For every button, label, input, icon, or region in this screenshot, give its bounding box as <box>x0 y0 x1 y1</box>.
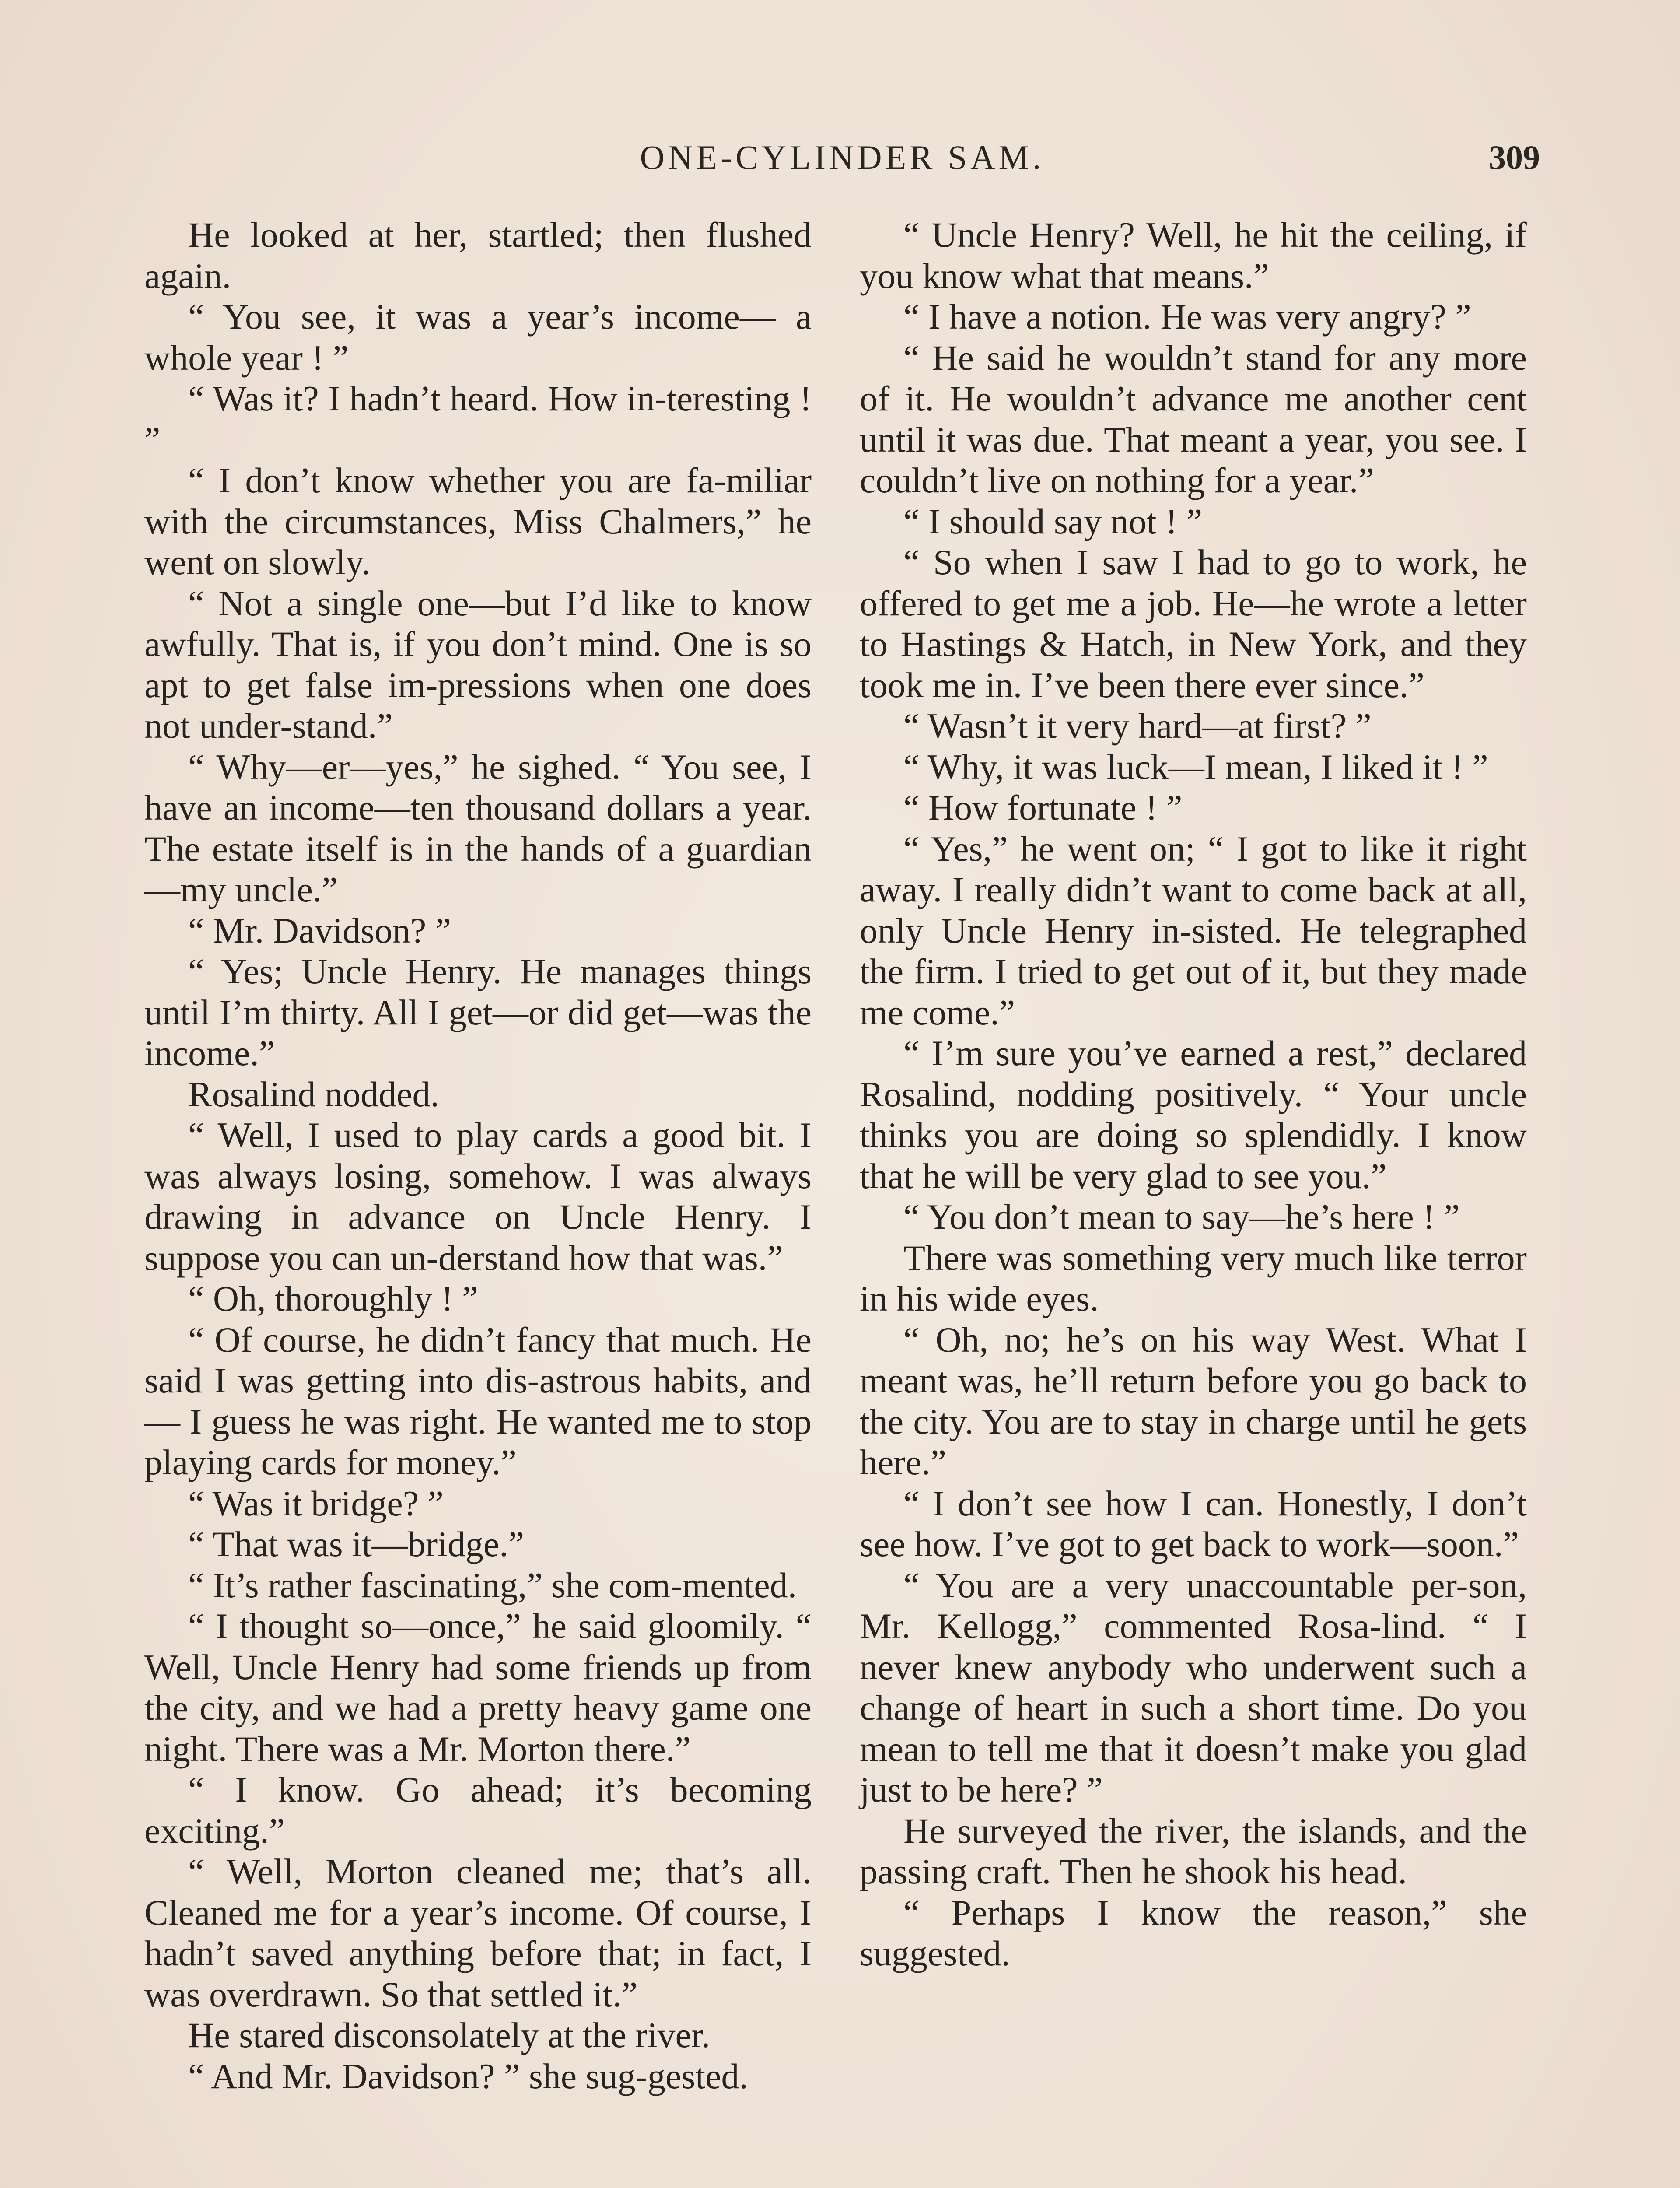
paragraph: He surveyed the river, the islands, and the passing craft. Then he shook his head. <box>860 1810 1527 1891</box>
paragraph: “ I thought so—once,” he said gloomily. “ Well, Uncle Henry had some friends up from the city, and we had a pretty heavy game one night. There was a Mr. Morton there.” <box>144 1606 812 1769</box>
left-text-column <box>144 214 812 2097</box>
paragraph: “ I have a notion. He was very angry? ” <box>903 297 1471 337</box>
running-title: ONE-CYLINDER SAM. <box>640 138 1045 176</box>
paragraph: “ I should say not ! ” <box>903 501 1203 541</box>
paragraph: “ It’s rather fascinating,” she com-mented. <box>188 1565 797 1605</box>
paragraph: “ Why, it was luck—I mean, I liked it ! ” <box>903 747 1488 787</box>
paragraph: “ Yes; Uncle Henry. He manages things until I’m thirty. All I get—or did get—was the income.” <box>144 951 812 1073</box>
paragraph: “ Perhaps I know the reason,” she suggested. <box>860 1892 1527 1973</box>
paragraph: “ He said he wouldn’t stand for any more of it. He wouldn’t advance me another cent until it was due. That meant a year, you see. I couldn’t live on nothing for a year.” <box>860 337 1527 500</box>
paragraph: “ I don’t see how I can. Honestly, I don’t see how. I’ve got to get back to work—soon.” <box>860 1483 1527 1564</box>
paragraph: “ I’m sure you’ve earned a rest,” declared Rosalind, nodding positively. “ Your uncle thinks you are doing so splendidly. I know that he will be very glad to see you.” <box>860 1033 1527 1196</box>
paragraph: “ Uncle Henry? Well, he hit the ceiling, if you know what that means.” <box>860 215 1527 296</box>
paragraph: He stared disconsolately at the river. <box>188 2015 710 2055</box>
page-number: 309 <box>1489 138 1540 176</box>
page-header <box>144 131 1540 193</box>
paragraph: “ You are a very unaccountable per-son, Mr. Kellogg,” commented Rosa-lind. “ I never knew anybody who underwent such a change of heart in such a short time. Do you mean to tell me that it doesn’t make you glad just to be here? ” <box>860 1565 1527 1809</box>
paragraph: “ Wasn’t it very hard—at first? ” <box>903 706 1372 746</box>
paragraph: “ Oh, thoroughly ! ” <box>188 1279 478 1318</box>
paragraph: “ Was it? I hadn’t heard. How in-teresting ! ” <box>144 379 812 459</box>
paragraph: “ Mr. Davidson? ” <box>188 910 452 950</box>
paragraph: “ Was it bridge? ” <box>188 1483 444 1523</box>
paragraph: “ Well, I used to play cards a good bit. I was always losing, somehow. I was always drawing in advance on Uncle Henry. I suppose you can un-derstand how that was.” <box>144 1115 812 1278</box>
paragraph: “ Of course, he didn’t fancy that much. He said I was getting into dis-astrous habits, and — I guess he was right. He wanted me to stop playing cards for money.” <box>144 1319 812 1482</box>
paragraph: “ How fortunate ! ” <box>903 788 1183 828</box>
paragraph: “ Well, Morton cleaned me; that’s all. Cleaned me for a year’s income. Of course, I hadn’t saved anything before that; in fact, I was overdrawn. So that settled it.” <box>144 1851 812 2014</box>
paragraph: “ I know. Go ahead; it’s becoming exciting.” <box>144 1770 812 1851</box>
paragraph: He looked at her, startled; then flushed again. <box>144 215 812 296</box>
paragraph: “ Not a single one—but I’d like to know awfully. That is, if you don’t mind. One is so apt to get false im-pressions when one does not under-stand.” <box>144 583 812 746</box>
right-text-column <box>860 214 1527 1974</box>
paragraph: “ You see, it was a year’s income— a whole year ! ” <box>144 297 812 378</box>
paragraph: “ Why—er—yes,” he sighed. “ You see, I have an income—ten thousand dollars a year. The estate itself is in the hands of a guardian—my uncle.” <box>144 747 812 909</box>
paragraph: “ And Mr. Davidson? ” she sug-gested. <box>188 2056 748 2096</box>
paragraph: “ Yes,” he went on; “ I got to like it right away. I really didn’t want to come back at all, only Uncle Henry in-sisted. He telegraphed the firm. I tried to get out of it, but they made me come.” <box>860 828 1527 1032</box>
paragraph: “ I don’t know whether you are fa-miliar with the circumstances, Miss Chalmers,” he went on slowly. <box>144 460 812 582</box>
paragraph: “ That was it—bridge.” <box>188 1524 525 1564</box>
paragraph: Rosalind nodded. <box>188 1074 439 1114</box>
paragraph: “ Oh, no; he’s on his way West. What I meant was, he’ll return before you go back to the city. You are to stay in charge until he gets here.” <box>860 1319 1527 1482</box>
paragraph: There was something very much like terror in his wide eyes. <box>860 1238 1527 1318</box>
paragraph: “ So when I saw I had to go to work, he offered to get me a job. He—he wrote a letter to Hastings & Hatch, in New York, and they took me in. I’ve been there ever since.” <box>860 542 1527 705</box>
paragraph: “ You don’t mean to say—he’s here ! ” <box>903 1197 1460 1237</box>
